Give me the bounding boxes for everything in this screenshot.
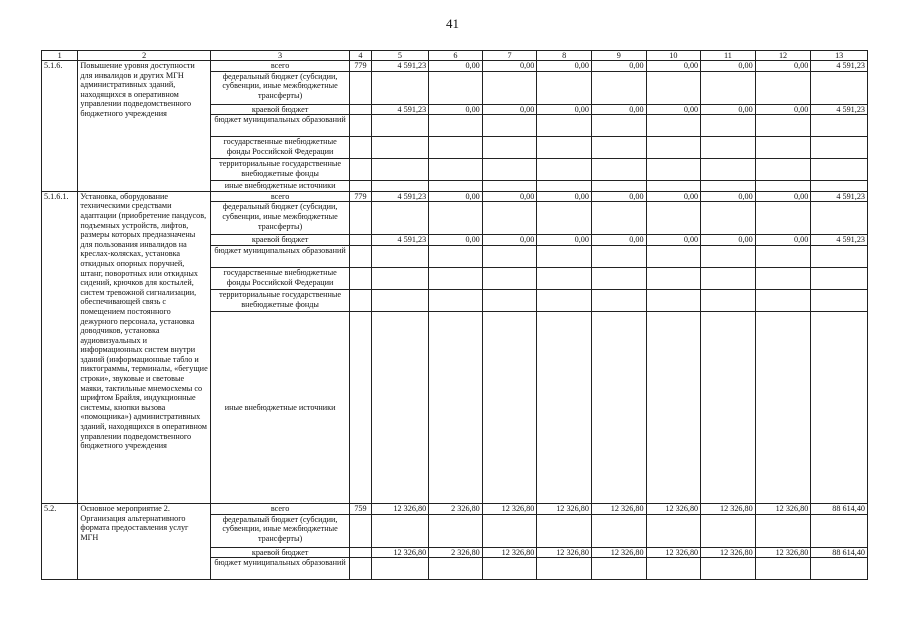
row-description: Основное мероприятие 2. Организация альтернативного формата предоставления услуг МГН — [78, 503, 210, 579]
value-cell: 0,00 — [701, 104, 756, 115]
header-cell: 7 — [482, 51, 537, 61]
value-cell: 12 326,80 — [537, 547, 592, 558]
source-label: бюджет муниципальных образований — [210, 558, 350, 580]
header-cell: 8 — [537, 51, 592, 61]
value-cell: 0,00 — [646, 61, 701, 72]
source-label: краевой бюджет — [210, 547, 350, 558]
value-cell: 0,00 — [429, 191, 483, 202]
source-label: бюджет муниципальных образований — [210, 115, 350, 137]
source-label: территориальные государственные внебюджетные фонды — [210, 159, 350, 181]
header-cell: 13 — [811, 51, 868, 61]
value-cell: 0,00 — [755, 191, 811, 202]
value-cell: 0,00 — [429, 235, 483, 246]
value-cell: 12 326,80 — [482, 547, 537, 558]
value-cell: 0,00 — [482, 235, 537, 246]
source-label: всего — [210, 503, 350, 514]
value-cell: 4 591,23 — [371, 61, 429, 72]
header-cell: 10 — [646, 51, 701, 61]
value-cell: 0,00 — [591, 191, 646, 202]
source-label: федеральный бюджет (субсидии, субвенции, иные межбюджетные трансферты) — [210, 202, 350, 235]
value-cell: 0,00 — [482, 61, 537, 72]
grbs-code: 779 — [350, 191, 371, 202]
value-cell: 12 326,80 — [755, 503, 811, 514]
row-code: 5.1.6.1. — [42, 191, 78, 503]
source-label: краевой бюджет — [210, 104, 350, 115]
header-cell: 4 — [350, 51, 371, 61]
source-label: государственные внебюджетные фонды Российской Федерации — [210, 267, 350, 289]
value-cell: 12 326,80 — [482, 503, 537, 514]
value-cell: 88 614,40 — [811, 547, 868, 558]
value-cell: 0,00 — [646, 235, 701, 246]
value-cell: 0,00 — [537, 104, 592, 115]
value-cell: 0,00 — [755, 104, 811, 115]
value-cell: 12 326,80 — [591, 503, 646, 514]
row-code: 5.1.6. — [42, 61, 78, 192]
value-cell: 12 326,80 — [646, 503, 701, 514]
value-cell: 12 326,80 — [701, 547, 756, 558]
source-label: краевой бюджет — [210, 235, 350, 246]
value-cell: 0,00 — [701, 235, 756, 246]
table-row — [42, 61, 868, 72]
source-label: всего — [210, 61, 350, 72]
source-label: территориальные государственные внебюджетные фонды — [210, 289, 350, 311]
header-cell: 5 — [371, 51, 429, 61]
header-cell: 2 — [78, 51, 210, 61]
table-row — [42, 191, 868, 202]
value-cell: 0,00 — [701, 61, 756, 72]
value-cell: 88 614,40 — [811, 503, 868, 514]
value-cell: 12 326,80 — [755, 547, 811, 558]
header-cell: 6 — [429, 51, 483, 61]
value-cell: 0,00 — [537, 235, 592, 246]
value-cell: 0,00 — [591, 104, 646, 115]
value-cell: 0,00 — [482, 191, 537, 202]
page-number: 41 — [446, 16, 459, 31]
table-row — [42, 503, 868, 514]
header-cell: 12 — [755, 51, 811, 61]
value-cell: 0,00 — [646, 104, 701, 115]
header-cell: 3 — [210, 51, 350, 61]
row-description: Повышение уровня доступности для инвалидов и других МГН административных зданий, находящихся в оперативном управлении подведомственного бюджетного учреждения — [78, 61, 210, 192]
grbs-code: 759 — [350, 503, 371, 514]
value-cell: 0,00 — [429, 61, 483, 72]
grbs-code: 779 — [350, 61, 371, 72]
value-cell: 0,00 — [482, 104, 537, 115]
value-cell: 0,00 — [537, 61, 592, 72]
value-cell: 0,00 — [701, 191, 756, 202]
source-label: федеральный бюджет (субсидии, субвенции, иные межбюджетные трансферты) — [210, 71, 350, 104]
value-cell: 4 591,23 — [811, 61, 868, 72]
source-label: всего — [210, 191, 350, 202]
value-cell: 4 591,23 — [811, 191, 868, 202]
value-cell: 12 326,80 — [701, 503, 756, 514]
value-cell: 0,00 — [591, 235, 646, 246]
value-cell: 0,00 — [591, 61, 646, 72]
source-label: федеральный бюджет (субсидии, субвенции, иные межбюджетные трансферты) — [210, 514, 350, 547]
value-cell: 4 591,23 — [811, 235, 868, 246]
value-cell: 12 326,80 — [537, 503, 592, 514]
value-cell: 4 591,23 — [371, 191, 429, 202]
value-cell: 0,00 — [429, 104, 483, 115]
source-label: иные внебюджетные источники — [210, 181, 350, 192]
value-cell: 2 326,80 — [429, 503, 483, 514]
value-cell: 12 326,80 — [591, 547, 646, 558]
header-cell: 9 — [591, 51, 646, 61]
value-cell: 0,00 — [537, 191, 592, 202]
header-cell: 11 — [701, 51, 756, 61]
value-cell: 12 326,80 — [371, 503, 429, 514]
source-label: иные внебюджетные источники — [210, 311, 350, 503]
value-cell: 12 326,80 — [646, 547, 701, 558]
value-cell: 4 591,23 — [371, 235, 429, 246]
value-cell: 4 591,23 — [811, 104, 868, 115]
row-description: Установка, оборудование техническими средствами адаптации (приобретение пандусов, подъемных устройств, лифтов, размеры которых предназначены для пользования инвалидов на креслах-колясках, установка откидных опорных поручней, штанг, поворотных или откидных сидений, крючков для костылей, систем тревожной сигнализации, обеспечивающей связь с помещением постоянного дежурного персонала, установка доводчиков, установка аудиовизуальных и информационных систем внутри зданий (информационные табло и пиктограммы, терминалы, «бегущие строки», звуковые и световые маяки, тактильные мнемосхемы со шрифтом Брайля, индукционные системы, кнопки вызова «помощника») административных зданий, находящихся в оперативном управлении подведомственного бюджетного учреждения — [78, 191, 210, 503]
header-cell: 1 — [42, 51, 78, 61]
value-cell: 0,00 — [755, 235, 811, 246]
value-cell: 0,00 — [646, 191, 701, 202]
source-label: бюджет муниципальных образований — [210, 245, 350, 267]
row-code: 5.2. — [42, 503, 78, 579]
source-label: государственные внебюджетные фонды Российской Федерации — [210, 137, 350, 159]
header-row — [42, 51, 868, 61]
value-cell: 0,00 — [755, 61, 811, 72]
value-cell: 4 591,23 — [371, 104, 429, 115]
value-cell: 2 326,80 — [429, 547, 483, 558]
value-cell: 12 326,80 — [371, 547, 429, 558]
budget-table — [41, 50, 868, 580]
